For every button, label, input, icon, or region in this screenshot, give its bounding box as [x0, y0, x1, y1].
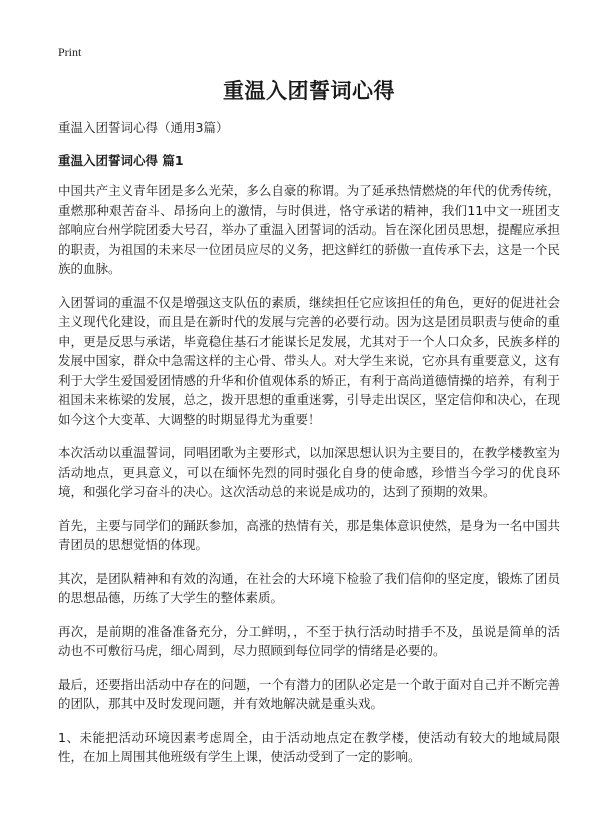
page-title: 重温入团誓词心得 [223, 79, 395, 103]
paragraph-4: 首先，主要与同学们的踊跃参加，高涨的热情有关，那是集体意识使然，是身为一名中国共青团员的思想觉悟的体现。 [58, 517, 560, 552]
paragraph-3: 本次活动以重温誓词，同唱团歌为主要形式，以加深思想认识为主要目的，在教学楼教室为活动地点，更具意义，可以在缅怀先烈的同时强化自身的使命感，珍惜当今学习的优良环境，和强化学习奋斗的决心。这次活动总的来说是成功的，达到了预期的效果。 [58, 445, 560, 499]
print-link[interactable]: Print [58, 45, 82, 59]
section-heading: 重温入团誓词心得 篇1 [58, 153, 184, 168]
paragraph-1: 中国共产主义青年团是多么光荣，多么自豪的称谓。为了延承热情燃烧的年代的优秀传统，重燃那种艰苦奋斗、昂扬向上的激情，与时俱进，恪守承诺的精神，我们11中文一班团支部响应台州学院团委大号召，举办了重温入团誓词的活动。旨在深化团员思想，提醒应承担的职责，为祖国的未来尽一位团员应尽的义务，把这鲜红的骄傲一直传承下去，这是一个民族的血脉。 [58, 183, 560, 276]
document-subtitle: 重温入团誓词心得（通用3篇） [58, 120, 229, 135]
paragraph-8: 1、未能把活动环境因素考虑周全，由于活动地点定在教学楼，使活动有较大的地域局限性，在加上周围其他班级有学生上课，使活动受到了一定的影响。 [58, 729, 560, 764]
paragraph-6: 再次，是前期的准备准备充分，分工鲜明，，不至于执行活动时措手不及，虽说是简单的活动也不可敷衍马虎，细心周到，尽力照顾到每位同学的情绪是必要的。 [58, 623, 560, 658]
paragraph-5: 其次，是团队精神和有效的沟通，在社会的大环境下检验了我们信仰的坚定度，锻炼了团员的思想品德，历练了大学生的整体素质。 [58, 570, 560, 605]
paragraph-2: 入团誓词的重温不仅是增强这支队伍的素质，继续担任它应该担任的角色，更好的促进社会主义现代化建设，而且是在新时代的发展与完善的必要行动。因为这是团员职责与使命的重申，更是反思与承诺，毕竟稳住基石才能谋长足发展，尤其对于一个人口众多，民族多样的发展中国家，群众中急需这样的主心骨、带头人。对大学生来说，它亦具有重要意义，这有利于大学生爱国爱团情感的升华和价值观体系的矫正，有利于高尚道德情操的培养，有利于祖国未来栋梁的发展，总之，拨开思想的重重迷雾，引导走出误区，坚定信仰和决心，在现如今这个大变革、大调整的时期显得尤为重要！ [58, 294, 560, 427]
paragraph-7: 最后，还要指出活动中存在的问题，一个有潜力的团队必定是一个敢于面对自己并不断完善的团队，那其中及时发现问题，并有效地解决就是重头戏。 [58, 676, 560, 711]
